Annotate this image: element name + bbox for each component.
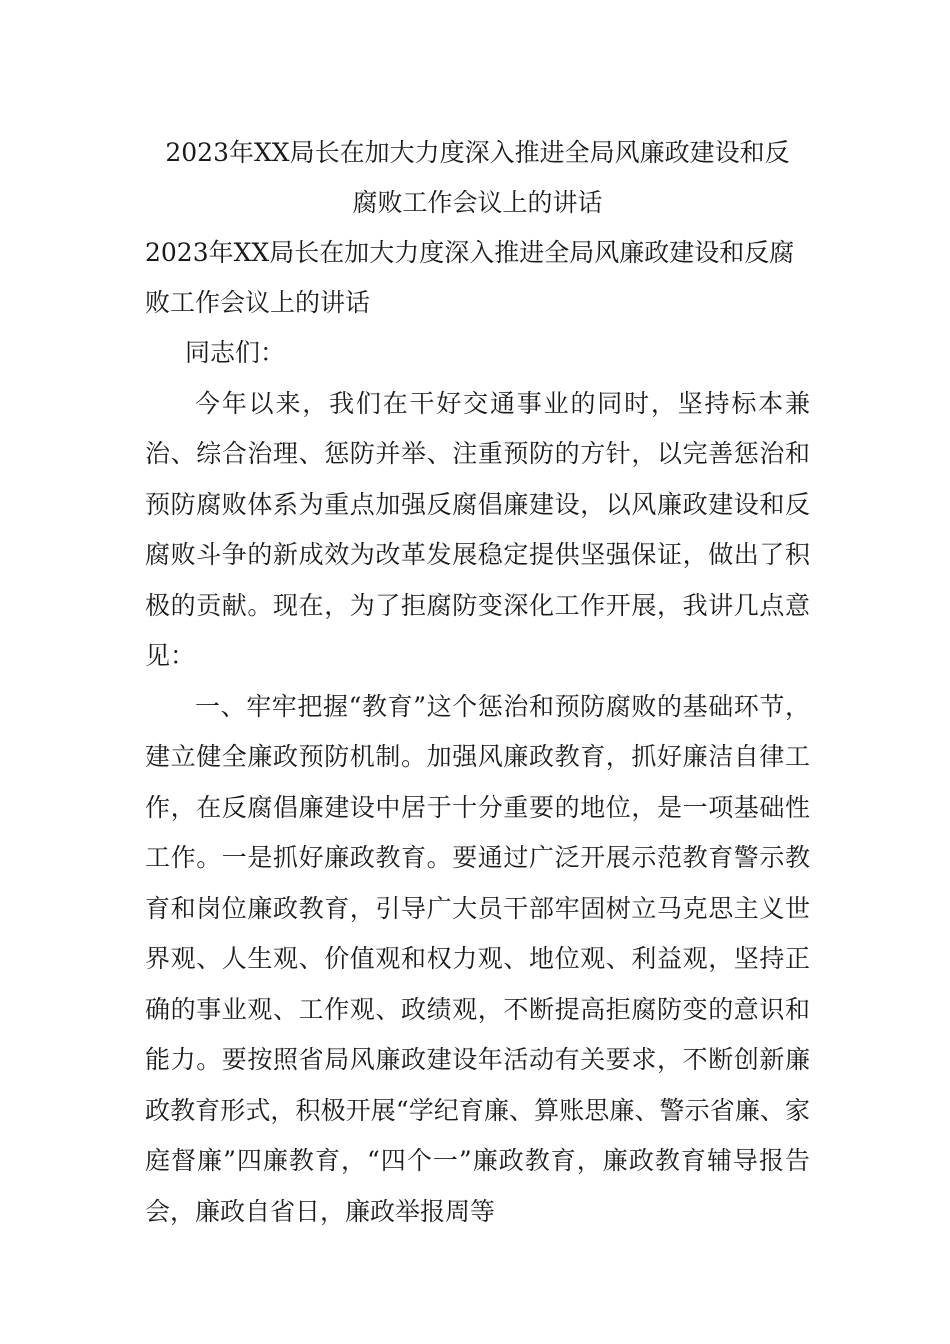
title-line-2: 腐败工作会议上的讲话 [352,188,603,217]
salutation: 同志们： [185,338,286,367]
paragraph-intro: 今年以来，我们在干好交通事业的同时，坚持标本兼治、综合治理、惩防并举、注重预防的方针，以完善惩治和预防腐败体系为重点加强反腐倡廉建设，以风廉政建设和反腐败斗争的新成效为改革发展稳定提供坚强保证，做出了积极的贡献。现在，为了拒腐防变深化工作开展，我讲几点意见： [145,388,810,670]
paragraph-education: 一、牢牢把握“教育”这个惩治和预防腐败的基础环节，建立健全廉政预防机制。加强风廉政教育，抓好廉洁自律工作，在反腐倡廉建设中居于十分重要的地位，是一项基础性工作。一是抓好廉政教育。要通过广泛开展示范教育警示教育和岗位廉政教育，引导广大员干部牢固树立马克思主义世界观、人生观、价值观和权力观、地位观、利益观，坚持正确的事业观、工作观、政绩观，不断提高拒腐防变的意识和能力。要按照省局风廉政建设年活动有关要求，不断创新廉政教育形式，积极开展“学纪育廉、算账思廉、警示省廉、家庭督廉”四廉教育，“四个一”廉政教育，廉政教育辅导报告会，廉政自省日，廉政举报周等 [145,691,810,1226]
document-subtitle: 2023年XX局长在加大力度深入推进全局风廉政建设和反腐败工作会议上的讲话 [145,238,795,317]
document-title [145,128,810,228]
title-line-1: 2023年XX局长在加大力度深入推进全局风廉政建设和反 [165,138,790,167]
